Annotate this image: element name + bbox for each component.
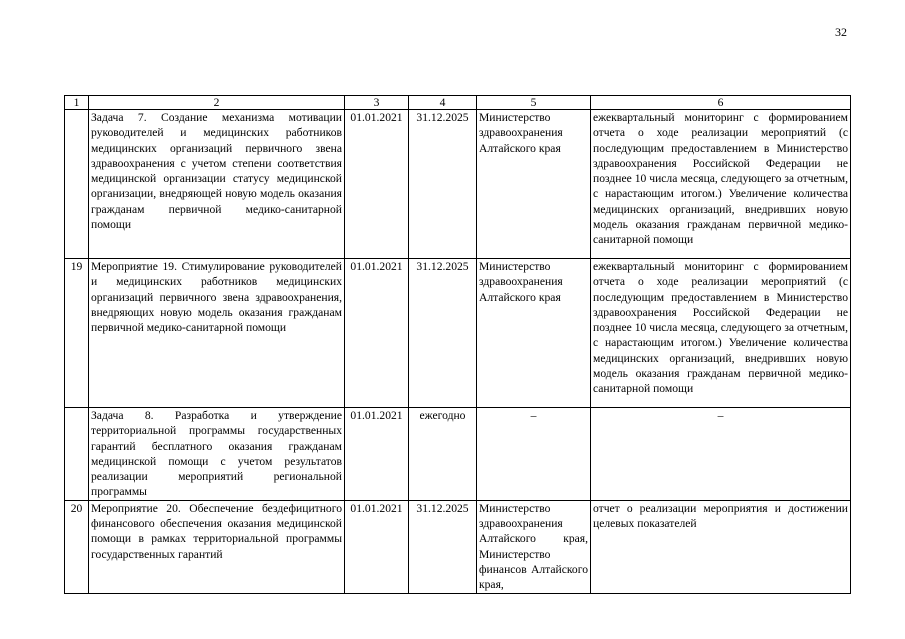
start-date: 01.01.2021 xyxy=(345,110,409,259)
task-name: Мероприятие 20. Обеспечение бездефицитного финансового обеспечения оказания медицинской помощи в рамках территориальной программы государственных гарантий xyxy=(89,500,345,593)
table-header-row xyxy=(65,96,851,110)
column-header: 3 xyxy=(345,96,409,110)
executor: Министерство здравоохранения Алтайского края xyxy=(477,110,591,259)
expected-result: – xyxy=(591,408,851,501)
expected-result: ежеквартальный мониторинг с формированием отчета о ходе реализации мероприятий (с последующим предоставлением в Министерство здравоохранения Российской Федерации не позднее 10 числа месяца, следующего за отчетным, с нарастающим итогом.) Увеличение количества медицинских организаций, внедривших новую модель оказания гражданам первичной медико-санитарной помощи xyxy=(591,110,851,259)
table-row xyxy=(65,500,851,593)
activities-table xyxy=(64,95,851,594)
page-number: 32 xyxy=(835,25,847,39)
column-header: 4 xyxy=(409,96,477,110)
row-number: 19 xyxy=(65,259,89,408)
table-row xyxy=(65,408,851,501)
table-row xyxy=(65,259,851,408)
end-date: 31.12.2025 xyxy=(409,259,477,408)
executor: Министерство здравоохранения Алтайского края xyxy=(477,259,591,408)
task-name: Задача 8. Разработка и утверждение территориальной программы государственных гарантий бесплатного оказания гражданам медицинской помощи с учетом результатов реализации мероприятий региональной программы xyxy=(89,408,345,501)
column-header: 2 xyxy=(89,96,345,110)
column-header: 5 xyxy=(477,96,591,110)
task-name: Мероприятие 19. Стимулирование руководителей и медицинских работников медицинских организаций первичного звена здравоохранения, внедряющих новую модель оказания гражданам первичной медико-санитарной помощи xyxy=(89,259,345,408)
expected-result: ежеквартальный мониторинг с формированием отчета о ходе реализации мероприятий (с последующим предоставлением в Министерство здравоохранения Российской Федерации не позднее 10 числа месяца, следующего за отчетным, с нарастающим итогом.) Увеличение количества медицинских организаций, внедривших новую модель оказания гражданам первичной медико-санитарной помощи xyxy=(591,259,851,408)
table-row xyxy=(65,110,851,259)
start-date: 01.01.2021 xyxy=(345,408,409,501)
end-date: 31.12.2025 xyxy=(409,500,477,593)
start-date: 01.01.2021 xyxy=(345,500,409,593)
end-date: ежегодно xyxy=(409,408,477,501)
executor: – xyxy=(477,408,591,501)
task-name: Задача 7. Создание механизма мотивации руководителей и медицинских работников медицинских организаций первичного звена здравоохранения с учетом степени соответствия медицинской организации статусу медицинской организации, внедряющей новую модель оказания гражданам первичной медико-санитарной помощи xyxy=(89,110,345,259)
row-number xyxy=(65,110,89,259)
row-number: 20 xyxy=(65,500,89,593)
row-number xyxy=(65,408,89,501)
executor: Министерство здравоохранения Алтайского края, Министерство финансов Алтайского края, xyxy=(477,500,591,593)
start-date: 01.01.2021 xyxy=(345,259,409,408)
end-date: 31.12.2025 xyxy=(409,110,477,259)
expected-result: отчет о реализации мероприятия и достижении целевых показателей xyxy=(591,500,851,593)
column-header: 1 xyxy=(65,96,89,110)
column-header: 6 xyxy=(591,96,851,110)
